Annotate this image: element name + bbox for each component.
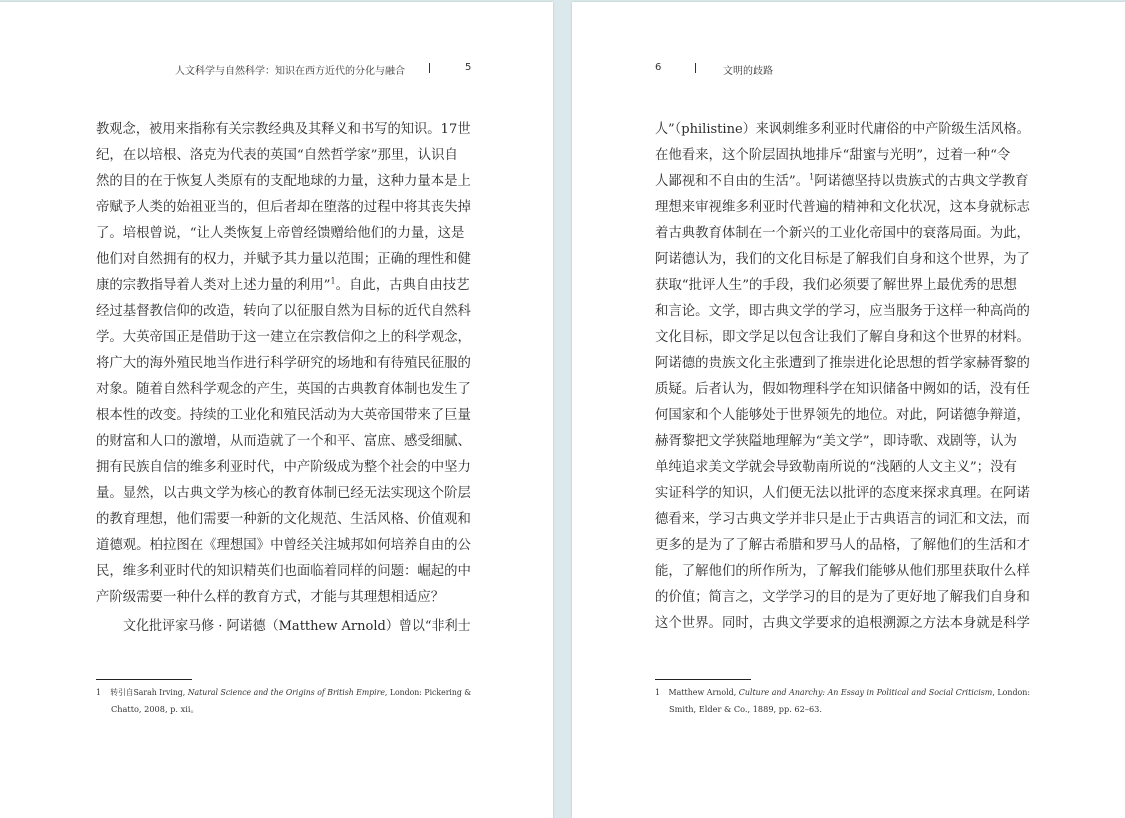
footnote-rule bbox=[655, 679, 751, 680]
body-line: 阿诺德认为，我们的文化目标是了解我们自身和这个世界，为了 bbox=[655, 252, 1030, 267]
left-page bbox=[0, 2, 553, 818]
footnote-text: Matthew Arnold, Culture and Anarchy: An Essay in Political and Social Criticism, London: bbox=[668, 687, 1031, 697]
body-line: 帝赋予人类的始祖亚当的，但后者却在堕落的过程中将其丧失掉 bbox=[96, 200, 471, 215]
body-line: 他们对自然拥有的权力，并赋予其力量以范围；正确的理性和健 bbox=[96, 252, 471, 267]
body-line: 着古典教育体制在一个新兴的工业化帝国中的衰落局面。为此， bbox=[655, 226, 1030, 241]
footnote-text: 转引自Sarah Irving, Natural Science and the Origins of British Empire, London: Pickering & bbox=[110, 687, 472, 697]
body-line: 文化批评家马修 · 阿诺德（Matthew Arnold）曾以“非利士 bbox=[123, 619, 471, 634]
body-text: 人鄙视和不自由的生活”。 bbox=[655, 174, 810, 189]
header-title: 人文科学与自然科学：知识在西方近代的分化与融合 bbox=[175, 66, 405, 77]
body-line: 质疑。后者认为，假如物理科学在知识储备中阙如的话，没有任 bbox=[655, 382, 1030, 397]
body-line: 然的目的在于恢复人类原有的支配地球的力量，这种力量本是上 bbox=[96, 174, 471, 189]
page-number: 5 bbox=[465, 62, 472, 73]
running-header bbox=[572, 62, 1125, 76]
body-line: 量。显然，以古典文学为核心的教育体制已经无法实现这个阶层 bbox=[96, 486, 471, 501]
body-line: 德看来，学习古典文学并非只是止于古典语言的词汇和文法，而 bbox=[655, 512, 1030, 527]
body-line: 产阶级需要一种什么样的教育方式，才能与其理想相适应？ bbox=[96, 590, 445, 605]
body-line: 获取“批评人生”的手段，我们必须要了解世界上最优秀的思想 bbox=[655, 278, 1017, 293]
header-separator bbox=[695, 63, 696, 73]
body-line: 赫胥黎把文学狭隘地理解为“美文学”，即诗歌、戏剧等，认为 bbox=[655, 434, 1017, 449]
body-line: 教观念，被用来指称有关宗教经典及其释义和书写的知识。17世 bbox=[96, 122, 471, 137]
body-line: 经过基督教信仰的改造，转向了以征服自然为目标的近代自然科 bbox=[96, 304, 471, 319]
body-line: 阿诺德的贵族文化主张遭到了推崇进化论思想的哲学家赫胥黎的 bbox=[655, 356, 1030, 371]
body-line: 纪，在以培根、洛克为代表的英国“自然哲学家”那里，认识自 bbox=[96, 148, 458, 163]
body-text: 。自此，古典自由技艺 bbox=[335, 278, 470, 293]
body-line: 理想来审视维多利亚时代普遍的精神和文化状况，这本身就标志 bbox=[655, 200, 1030, 215]
body-line: 实证科学的知识，人们便无法以批评的态度来探求真理。在阿诺 bbox=[655, 486, 1030, 501]
body-line: 在他看来，这个阶层固执地排斥“甜蜜与光明”，过着一种“令 bbox=[655, 148, 1011, 163]
body-text: 康的宗教指导着人类对上述力量的利用” bbox=[96, 278, 331, 293]
body-line: 了。培根曾说，“让人类恢复上帝曾经馈赠给他们的力量，这是 bbox=[96, 226, 465, 241]
body-line: 的价值；简言之，文学学习的目的是为了更好地了解我们自身和 bbox=[655, 590, 1030, 605]
footnote-rule bbox=[96, 679, 192, 680]
body-line: 能，了解他们的所作所为，了解我们能够从他们那里获取什么样 bbox=[655, 564, 1030, 579]
footnote-continuation: Chatto, 2008, p. xii。 bbox=[111, 704, 199, 714]
footnote-number: 1 bbox=[96, 687, 101, 697]
footnote-title: Culture and Anarchy: An Essay in Political and Social Criticism bbox=[738, 687, 993, 697]
body-line bbox=[655, 169, 1029, 195]
footnote-number: 1 bbox=[655, 687, 661, 697]
footnote-continuation: Smith, Elder & Co., 1889, pp. 62–63. bbox=[669, 704, 822, 714]
body-line: 将广大的海外殖民地当作进行科学研究的场地和有待殖民征服的 bbox=[96, 356, 471, 371]
body-line: 根本性的改变。持续的工业化和殖民活动为大英帝国带来了巨量 bbox=[96, 408, 471, 423]
body-line: 道德观。柏拉图在《理想国》中曾经关注城邦如何培养自由的公 bbox=[96, 538, 471, 553]
body-line: 的财富和人口的激增，从而造就了一个和平、富庶、感受细腻、 bbox=[96, 434, 471, 449]
body-line: 拥有民族自信的维多利亚时代，中产阶级成为整个社会的中坚力 bbox=[96, 460, 471, 475]
body-line: 何国家和个人能够处于世界领先的地位。对此，阿诺德争辩道， bbox=[655, 408, 1030, 423]
body-line: 和言论。文学，即古典文学的学习，应当服务于这样一种高尚的 bbox=[655, 304, 1030, 319]
body-text: 阿诺德坚持以贵族式的古典文学教育 bbox=[814, 174, 1029, 189]
running-header bbox=[0, 62, 553, 76]
body-line: 人”（philistine）来讽刺维多利亚时代庸俗的中产阶级生活风格。 bbox=[655, 122, 1030, 137]
header-separator bbox=[429, 63, 430, 73]
body-line: 更多的是为了了解古希腊和罗马人的品格，了解他们的生活和才 bbox=[655, 538, 1030, 553]
footnote bbox=[96, 686, 472, 698]
footnote bbox=[655, 686, 1031, 698]
body-line: 文化目标，即文学足以包含让我们了解自身和这个世界的材料。 bbox=[655, 330, 1030, 345]
footnote-ref[interactable]: 1 bbox=[330, 276, 336, 286]
body-line: 单纯追求美文学就会导致勒南所说的“浅陋的人文主义”；没有 bbox=[655, 460, 1017, 475]
body-line: 的教育理想，他们需要一种新的文化规范、生活风格、价值观和 bbox=[96, 512, 471, 527]
right-page bbox=[572, 2, 1125, 818]
body-line: 学。大英帝国正是借助于这一建立在宗教信仰之上的科学观念， bbox=[96, 330, 471, 345]
footnote-ref[interactable]: 1 bbox=[809, 172, 815, 182]
body-line: 民，维多利亚时代的知识精英们也面临着同样的问题：崛起的中 bbox=[96, 564, 471, 579]
body-line: 这个世界。同时，古典文学要求的追根溯源之方法本身就是科学 bbox=[655, 616, 1030, 631]
body-line bbox=[96, 273, 470, 299]
page-number: 6 bbox=[655, 62, 662, 73]
footnote-title: Natural Science and the Origins of British Empire bbox=[187, 687, 385, 697]
header-title: 文明的歧路 bbox=[723, 66, 773, 77]
body-line: 对象。随着自然科学观念的产生，英国的古典教育体制也发生了 bbox=[96, 382, 471, 397]
